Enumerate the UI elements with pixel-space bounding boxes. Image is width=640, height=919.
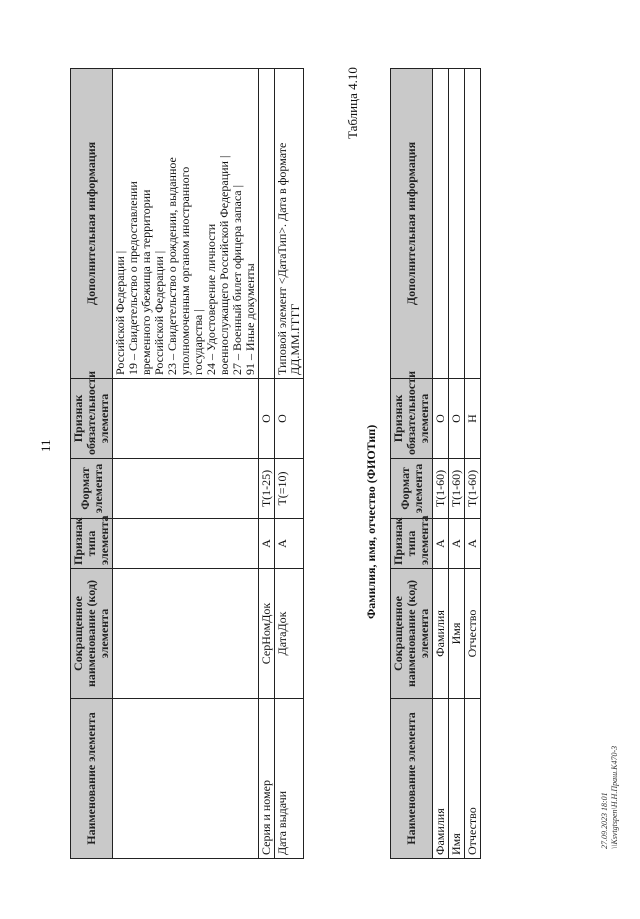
table-row bbox=[113, 69, 259, 859]
header-format: Формат элемента bbox=[391, 459, 433, 519]
header-name: Наименование элемента bbox=[391, 699, 433, 859]
fio-table bbox=[390, 68, 481, 859]
table-row: Серия и номер СерНомДок А T(1-25) О bbox=[259, 69, 275, 859]
header-short: Сокращенное наименование (код) элемента bbox=[391, 569, 433, 699]
header-required: Признак обязательности элемента bbox=[391, 379, 433, 459]
header-type: Признак типа элемента bbox=[71, 519, 113, 569]
header-info: Дополнительная информация bbox=[391, 69, 433, 379]
header-name: Наименование элемента bbox=[71, 699, 113, 859]
table-row: Отчество Отчество А T(1-60) Н bbox=[465, 69, 481, 859]
table-row: Дата выдачи ДатаДок А T(=10) О Типовой элемент <ДатаТип>. Дата в формате ДД.ММ.ГГГГ bbox=[275, 69, 304, 859]
page-number: 11 bbox=[38, 439, 53, 452]
header-format: Формат элемента bbox=[71, 459, 113, 519]
table-row: Фамилия Фамилия А T(1-60) О bbox=[433, 69, 449, 859]
header-required: Признак обязательности элемента bbox=[71, 379, 113, 459]
table-caption-title: Фамилия, имя, отчество (ФИОТип) bbox=[364, 424, 378, 619]
document-type-codes: Российской Федерации | 19 – Свидетельство о предоставлении временного убежища на территории Российской Федерации | 23 – Свидетельство о рождении, выданное уполномоченным органом иностранного государства | 24 – Удостоверение личности военнослужащего Российской Федерации | 27 – Военный билет офицера запаса | 91 – Иные документы bbox=[113, 69, 259, 379]
table-header-row bbox=[391, 69, 433, 859]
header-type: Признак типа элемента bbox=[391, 519, 433, 569]
table-caption-number: Таблица 4.10 bbox=[345, 67, 360, 139]
header-info: Дополнительная информация bbox=[71, 69, 113, 379]
print-stamp: 27.09.2023 18:01 \\Ksvtgtspen\Н.Н.Праш.К470-3 bbox=[600, 745, 619, 849]
table-header-row bbox=[71, 69, 113, 859]
table-row: Имя Имя А T(1-60) О bbox=[449, 69, 465, 859]
header-short: Сокращенное наименование (код) элемента bbox=[71, 569, 113, 699]
document-fields-table bbox=[70, 68, 304, 859]
